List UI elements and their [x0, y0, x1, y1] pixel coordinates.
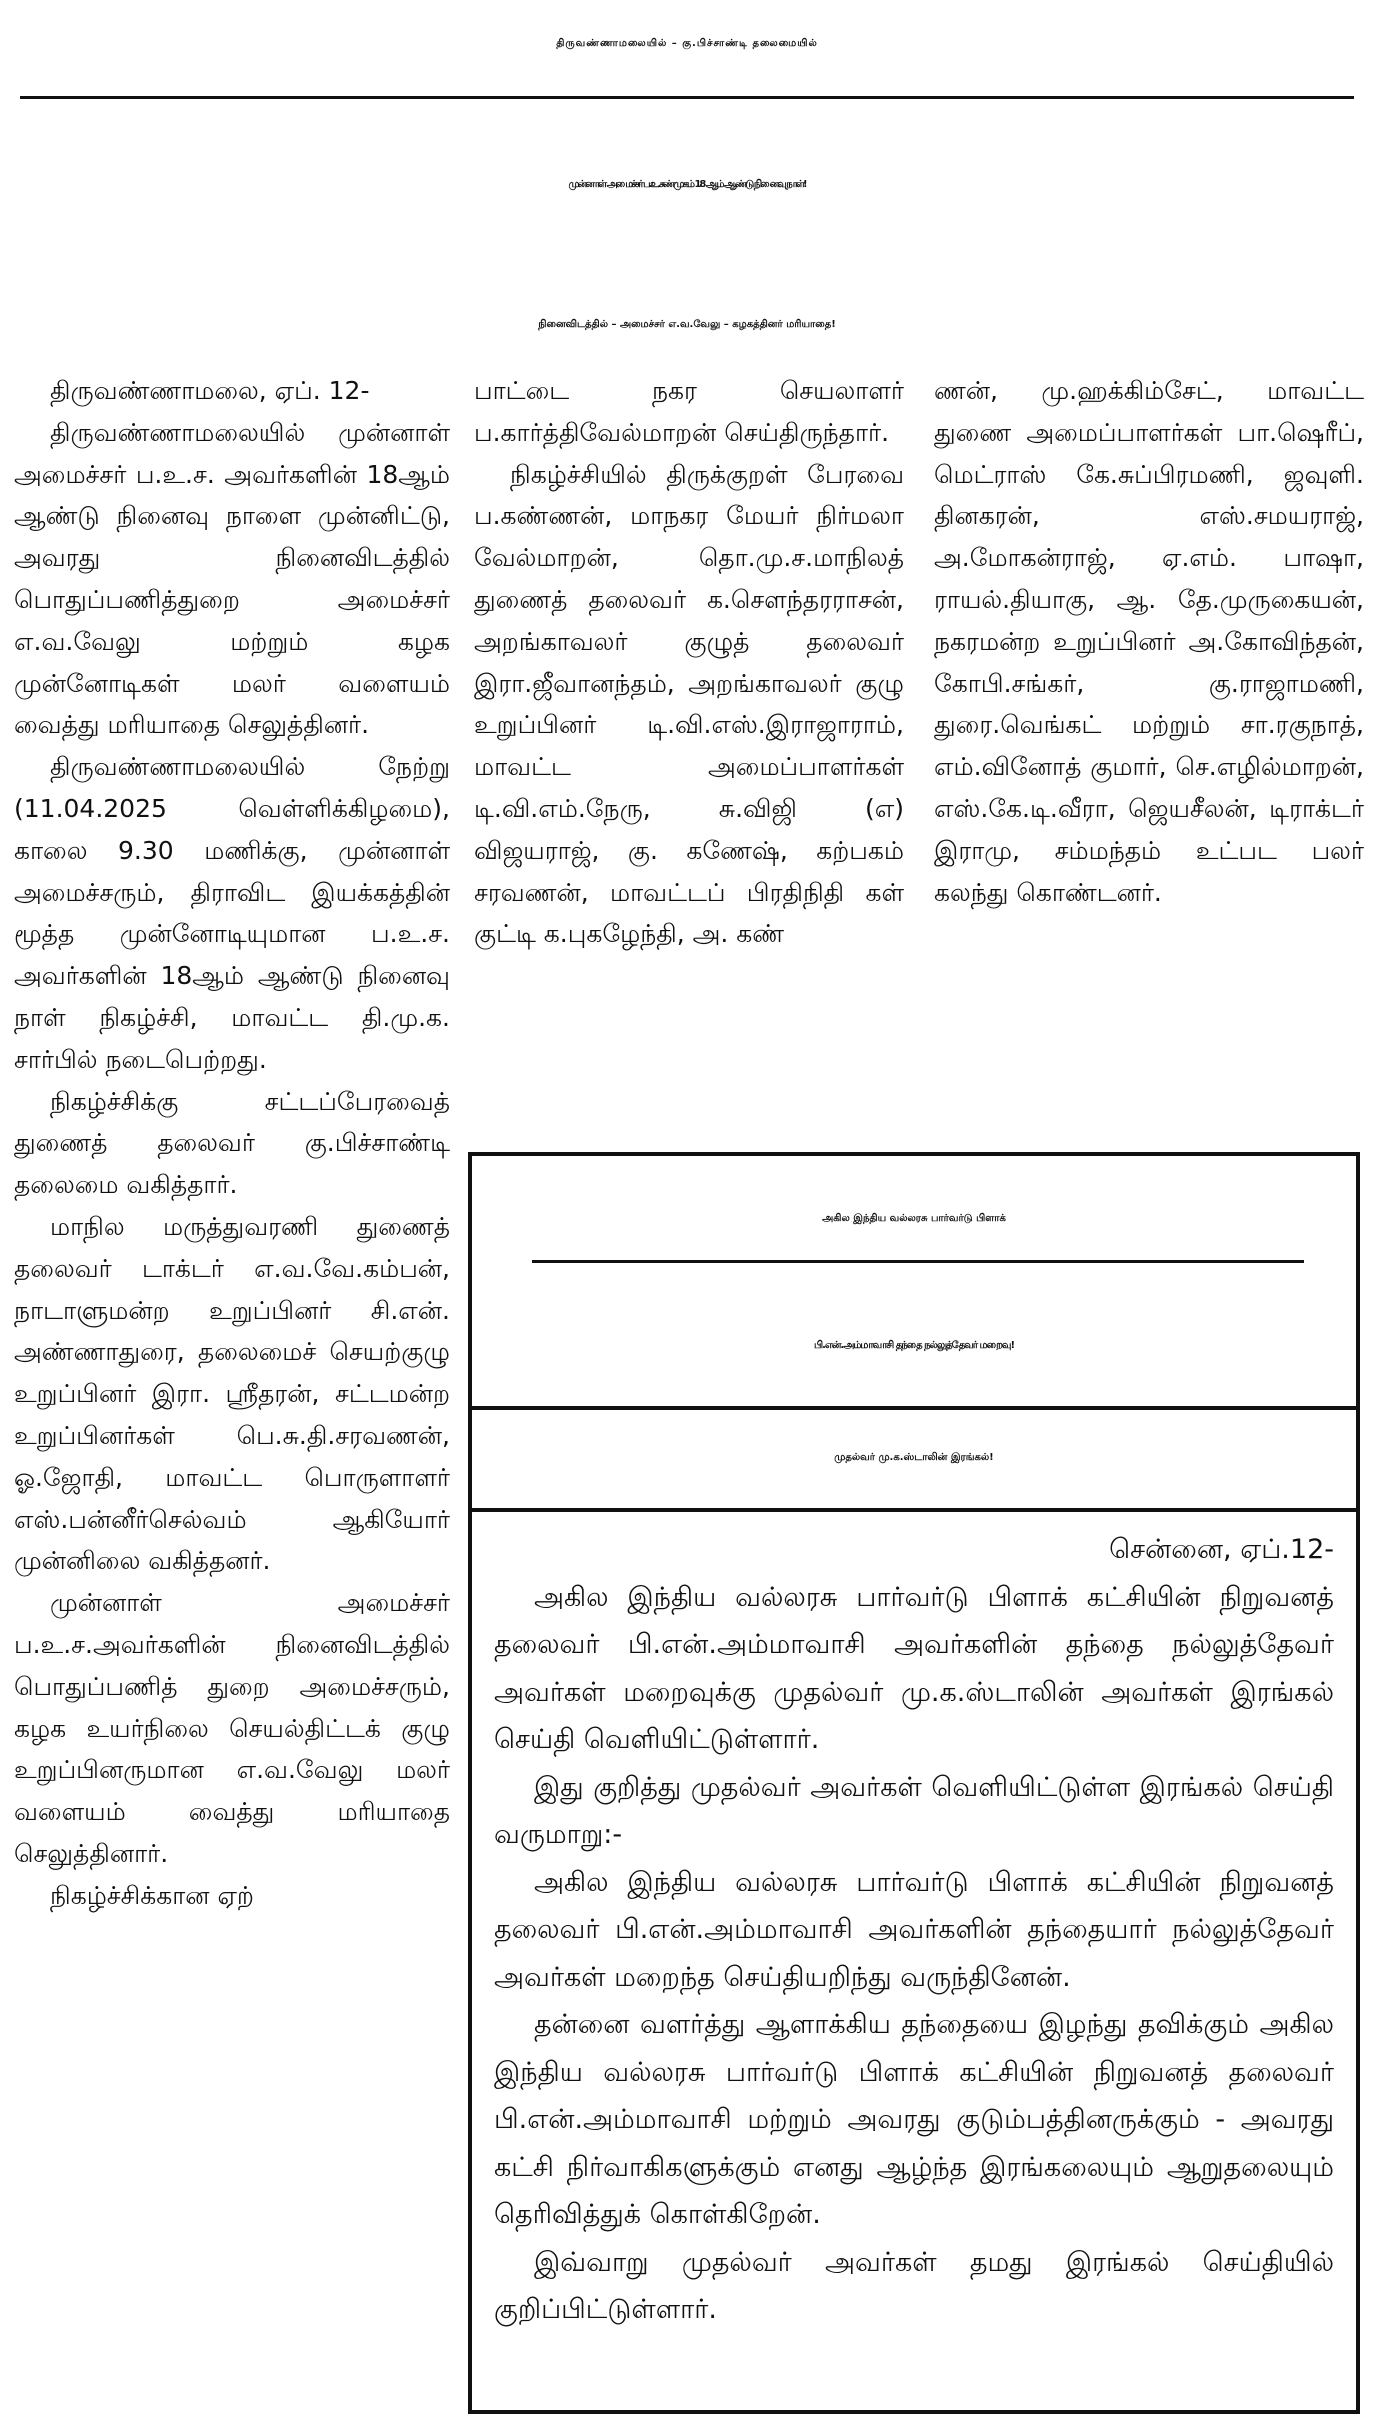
- box-dateline: சென்னை, ஏப்.12-: [1109, 1534, 1334, 1565]
- box-paragraph: அகில இந்திய வல்லரசு பார்வர்டு பிளாக் கட்சியின் நிறுவனத் தலைவர் பி.என்.அம்மாவாசி அவர்களின் தந்தையார் நல்லுத்தேவர் அவர்கள் மறைந்த செய்தியறிந்து வருந்தினேன்.: [494, 1866, 1334, 1993]
- kicker: திருவண்ணாமலையில் – கு.பிச்சாண்டி தலைமையில்: [556, 38, 818, 49]
- paragraph: திருவண்ணாமலையில் நேற்று (11.04.2025 வெள்ளிக்கிழமை), காலை 9.30 மணிக்கு, முன்னாள் அமைச்சரும், திராவிட இயக்கத்தின் மூத்த முன்னோடியுமான ப.உ.ச. அவர்களின் 18ஆம் ஆண்டு நினைவு நாள் நிகழ்ச்சி, மாவட்ட தி.மு.க. சார்பில் நடைபெற்றது.: [14, 752, 450, 1074]
- box-subhead: முதல்வர் மு.க.ஸ்டாலின் இரங்கல்!: [834, 1452, 994, 1463]
- box-paragraph: அகில இந்திய வல்லரசு பார்வர்டு பிளாக் கட்சியின் நிறுவனத் தலைவர் பி.என்.அம்மாவாசி அவர்களின் தந்தை நல்லுத்தேவர் அவர்கள் மறைவுக்கு முதல்வர் மு.க.ஸ்டாலின் அவர்கள் இரங்கல் செய்தி வெளியிட்டுள்ளார்.: [494, 1581, 1334, 1755]
- paragraph: ணன், மு.ஹக்கிம்சேட், மாவட்ட துணை அமைப்பாளர்கள் பா.ஷெரீப், மெட்ராஸ் கே.சுப்பிரமணி, ஜவுளி. தினகரன், எஸ்.சமயராஜ், அ.மோகன்ராஜ், ஏ.எம். பாஷா, ராயல்.தியாகு, ஆ. தே.முருகையன், நகரமன்ற உறுப்பினர் அ.கோவிந்தன், கோபி.சங்கர், கு.ராஜாமணி, துரை.வெங்கட் மற்றும் சா.ரகுநாத், எம்.வினோத் குமார், செ.எழில்மாறன், எஸ்.கே.டி.வீரா, ஜெயசீலன், டிராக்டர் இராமு, சம்மந்தம் உட்பட பலர் கலந்து கொண்டனர்.: [934, 376, 1364, 907]
- story-column-1: [14, 370, 450, 1916]
- box-kicker-rule: [532, 1260, 1304, 1263]
- paragraph: நிகழ்ச்சிக்கான ஏற்: [50, 1880, 254, 1910]
- headline: முன்னாள் அமைச்சர் ப.உ.சண்முகம் 18 ஆம் ஆண்டு நினைவு நாள்!: [568, 179, 806, 190]
- paragraph: நிகழ்ச்சிக்கு சட்டப்பேரவைத் துணைத் தலைவர் கு.பிச்சாண்டி தலைமை வகித்தார்.: [14, 1086, 450, 1200]
- box-paragraph: தன்னை வளர்த்து ஆளாக்கிய தந்தையை இழந்து தவிக்கும் அகில இந்திய வல்லரசு பார்வர்டு பிளாக் கட்சியின் நிறுவனத் தலைவர் பி.என்.அம்மாவாசி மற்றும் அவரது குடும்பத்தினருக்கும் - அவரது கட்சி நிர்வாகிகளுக்கும் எனது ஆழ்ந்த இரங்கலையும் ஆறுதலையும் தெரிவித்துக் கொள்கிறேன்.: [494, 2009, 1334, 2230]
- boxed-story: [468, 1152, 1360, 2414]
- box-kicker: அகில இந்திய வல்லரசு பார்வர்டு பிளாக்: [822, 1213, 1006, 1224]
- story-column-2: [474, 370, 904, 955]
- dateline: திருவண்ணாமலை, ஏப். 12-: [50, 376, 370, 405]
- paragraph: முன்னாள் அமைச்சர் ப.உ.ச.அவர்களின் நினைவிடத்தில் பொதுப்பணித் துறை அமைச்சரும், கழக உயர்நிலை செயல்திட்டக் குழு உறுப்பினருமான எ.வ.வேலு மலர் வளையம் வைத்து மரியாதை செலுத்தினார்.: [14, 1588, 450, 1868]
- paragraph: திருவண்ணாமலையில் முன்னாள் அமைச்சர் ப.உ.ச. அவர்களின் 18ஆம் ஆண்டு நினைவு நாளை முன்னிட்டு, அவரது நினைவிடத்தில் பொதுப்பணித்துறை அமைச்சர் எ.வ.வேலு மற்றும் கழக முன்னோடிகள் மலர் வளையம் வைத்து மரியாதை செலுத்தினர்.: [14, 417, 450, 740]
- story-column-3: [934, 370, 1364, 913]
- paragraph: பாட்டை நகர செயலாளர் ப.கார்த்திவேல்மாறன் செய்திருந்தார்.: [474, 376, 904, 447]
- box-paragraph: இவ்வாறு முதல்வர் அவர்கள் தமது இரங்கல் செய்தியில் குறிப்பிட்டுள்ளார்.: [494, 2246, 1334, 2325]
- subhead: நினைவிடத்தில் – அமைச்சர் எ.வ.வேலு – கழகத்தினர் மரியாதை!: [538, 319, 836, 330]
- box-body: [494, 1526, 1334, 2334]
- box-paragraph: இது குறித்து முதல்வர் அவர்கள் வெளியிட்டுள்ள இரங்கல் செய்தி வருமாறு:-: [494, 1771, 1334, 1850]
- box-divider-bottom: [472, 1508, 1356, 1512]
- paragraph: நிகழ்ச்சியில் திருக்குறள் பேரவை ப.கண்ணன், மாநகர மேயர் நிர்மலா வேல்மாறன், தொ.மு.ச.மாநிலத் துணைத் தலைவர் க.சௌந்தரராசன், அறங்காவலர் குழுத் தலைவர் இரா.ஜீவானந்தம், அறங்காவலர் குழு உறுப்பினர் டி.வி.எஸ்.இராஜாராம், மாவட்ட அமைப்பாளர்கள் டி.வி.எம்.நேரு, சு.விஜி (எ) விஜயராஜ், கு. கணேஷ், கற்பகம் சரவணன், மாவட்டப் பிரதிநிதி கள் குட்டி க.புகழேந்தி, அ. கண்: [474, 459, 904, 949]
- paragraph: மாநில மருத்துவரணி துணைத் தலைவர் டாக்டர் எ.வ.வே.கம்பன், நாடாளுமன்ற உறுப்பினர் சி.என். அண்ணாதுரை, தலைமைச் செயற்குழு உறுப்பினர் இரா. ஸ்ரீதரன், சட்டமன்ற உறுப்பினர்கள் பெ.சு.தி.சரவணன், ஓ.ஜோதி, மாவட்ட பொருளாளர் எஸ்.பன்னீர்செல்வம் ஆகியோர் முன்னிலை வகித்தனர்.: [14, 1211, 450, 1576]
- kicker-rule: [20, 96, 1354, 99]
- box-divider-top: [472, 1406, 1356, 1410]
- box-headline: பி.என்.அம்மாவாசி தந்தை நல்லுத்தேவர் மறைவு!: [813, 1340, 1015, 1351]
